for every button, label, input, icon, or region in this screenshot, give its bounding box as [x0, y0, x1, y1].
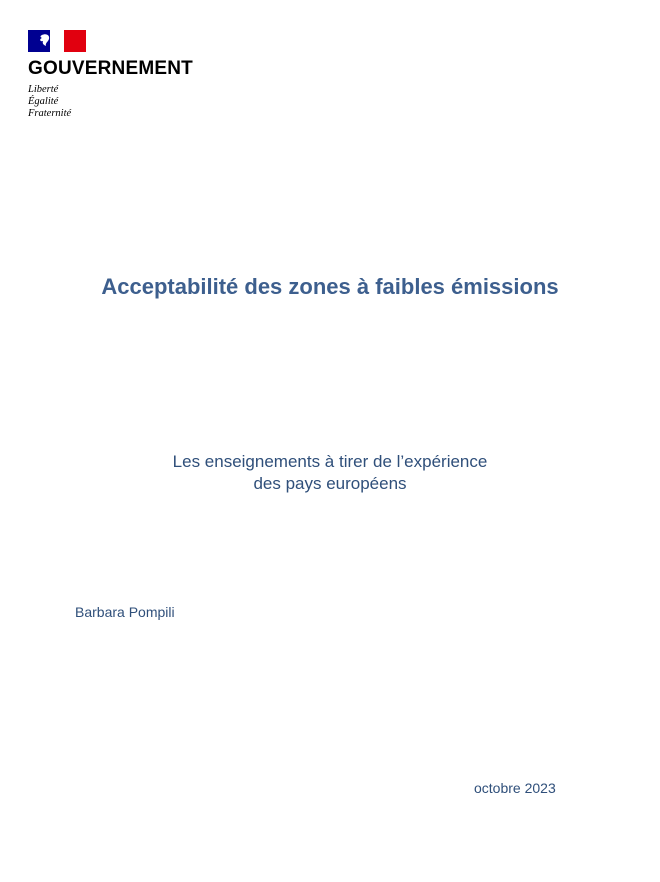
- author-name: Barbara Pompili: [75, 604, 175, 620]
- motto-egalite: Égalité: [28, 96, 59, 107]
- subtitle-line-1: Les enseignements à tirer de l’expérience: [172, 452, 488, 471]
- motto: [28, 84, 228, 120]
- publication-date: octobre 2023: [474, 780, 556, 796]
- marianne-flag-icon: [28, 30, 86, 52]
- government-logo: [28, 30, 228, 120]
- motto-fraternite: Fraternité: [28, 108, 72, 119]
- org-name: GOUVERNEMENT: [28, 58, 193, 79]
- motto-liberte: Liberté: [28, 84, 59, 95]
- subtitle-line-2: des pays européens: [253, 474, 407, 493]
- document-subtitle: [0, 451, 660, 495]
- document-title: Acceptabilité des zones à faibles émissions: [101, 274, 559, 299]
